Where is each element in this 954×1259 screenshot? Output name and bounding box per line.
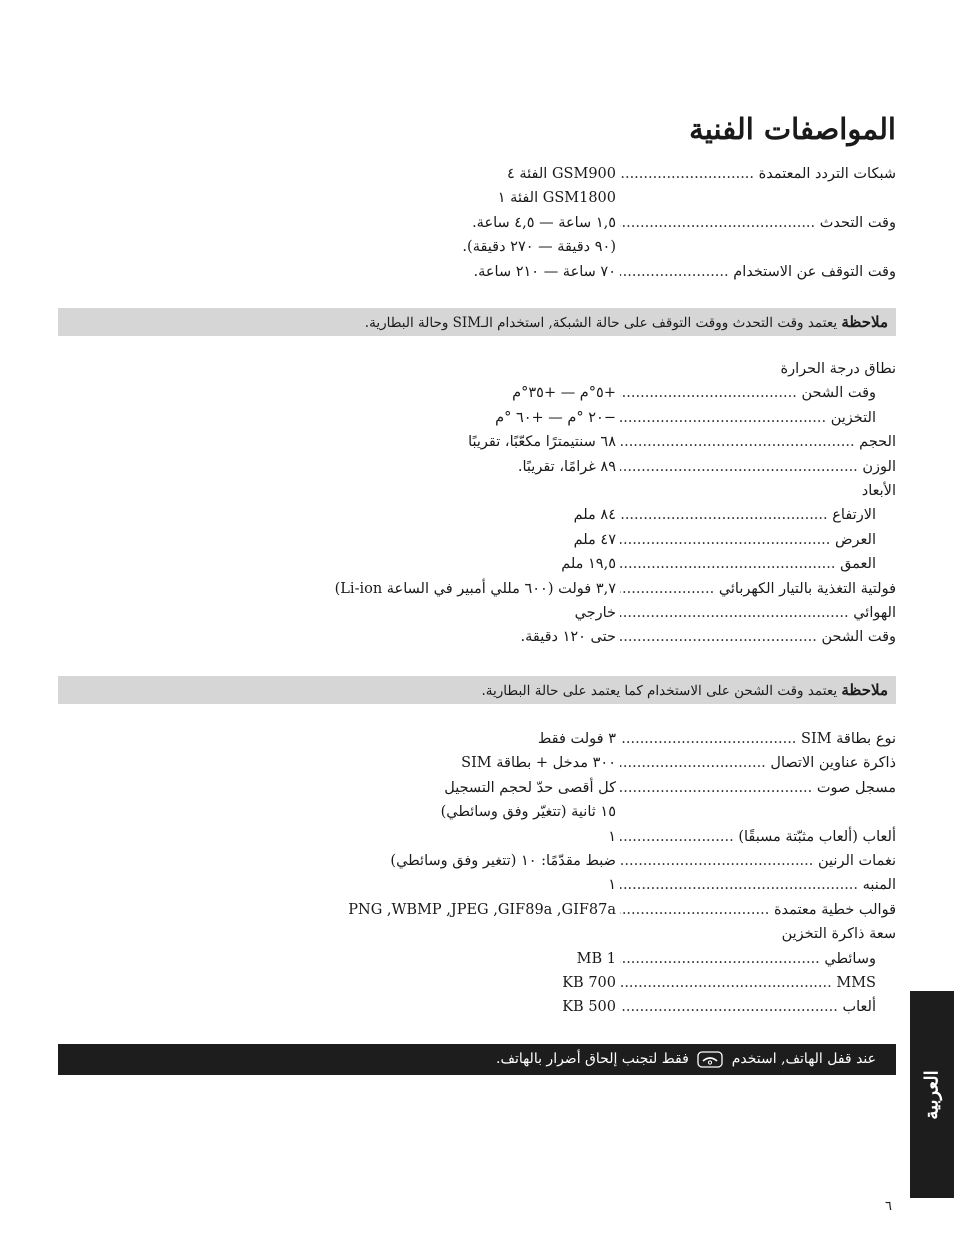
spec-row	[56, 186, 896, 210]
spec-label: الحجم .....	[620, 430, 896, 454]
spec-value: +٥°م — +٣٥°م	[512, 385, 616, 402]
language-tab-label: العربية	[921, 1069, 943, 1120]
spec-row	[56, 260, 896, 284]
warning-text-after: فقط لتجنب إلحاق أضرار بالهاتف.	[496, 1051, 689, 1067]
spec-row	[56, 357, 896, 381]
spec-label: المنبه .....	[620, 873, 896, 897]
spec-row	[56, 995, 896, 1019]
spec-row	[56, 381, 896, 405]
note-label: ملاحظة	[841, 681, 888, 699]
spec-row	[56, 800, 896, 824]
spec-row	[56, 971, 896, 995]
warning-text-before: عند قفل الهاتف, استخدم	[731, 1051, 876, 1067]
language-tab	[910, 991, 954, 1198]
spec-row	[56, 873, 896, 897]
page-number: ٦	[885, 1199, 892, 1214]
spec-label: الأبعاد	[861, 482, 896, 499]
spec-row	[56, 577, 896, 601]
spec-row	[56, 751, 896, 775]
spec-label: الهوائي .....	[620, 601, 896, 625]
spec-label: الارتفاع .....	[620, 503, 876, 527]
spec-label: العمق .....	[620, 552, 876, 576]
spec-row	[56, 849, 896, 873]
spec-label: وقت الشحن .....	[620, 625, 896, 649]
spec-value: ٧٠ ساعة — ٢١٠ ساعة.	[473, 263, 616, 280]
spec-row	[56, 727, 896, 751]
spec-label: شبكات التردد المعتمدة .....	[620, 162, 896, 186]
warning-banner	[58, 1044, 896, 1075]
spec-label: ألعاب (ألعاب مثبّتة مسبقًا) .....	[620, 825, 896, 849]
spec-row	[56, 825, 896, 849]
spec-value: خارجي	[574, 604, 616, 621]
spec-value: −٢٠ °م — +٦٠ °م	[495, 409, 616, 426]
spec-row	[56, 406, 896, 430]
spec-value: ٣ فولت فقط	[537, 731, 616, 747]
spec-label: مسجل صوت .....	[620, 776, 896, 800]
spec-row	[56, 552, 896, 576]
spec-row	[56, 601, 896, 625]
note-charging	[58, 676, 896, 704]
end-key-icon	[697, 1051, 723, 1068]
spec-label: وقت التحدث .....	[620, 211, 896, 235]
note-text: يعتمد وقت التحدث ووقت التوقف على حالة الشبكة, استخدام الـSIM وحالة البطارية.	[364, 315, 838, 331]
spec-value: ٨٤ ملم	[573, 507, 616, 524]
spec-label: MMS .....	[620, 971, 876, 995]
spec-row	[56, 162, 896, 186]
physical-specs	[56, 357, 896, 650]
spec-row	[56, 625, 896, 649]
spec-label: نطاق درجة الحرارة	[780, 361, 896, 377]
spec-value: PNG ,WBMP ,JPEG ,GIF89a ,GIF87a	[348, 901, 616, 918]
spec-value: ١٥ ثانية (تتغيّر وفق وسائطي)	[440, 804, 616, 821]
spec-value: ١٩,٥ ملم	[561, 556, 616, 573]
spec-label: وقت التوقف عن الاستخدام .....	[620, 260, 896, 284]
spec-value: ٤٧ ملم	[573, 531, 616, 548]
spec-label: سعة ذاكرة التخزين	[781, 926, 896, 943]
spec-label: قوالب خطية معتمدة .....	[620, 898, 896, 922]
spec-row	[56, 455, 896, 479]
spec-label: ألعاب .....	[620, 995, 876, 1019]
spec-value: ١	[608, 828, 616, 845]
spec-label: وقت الشحن .....	[620, 381, 876, 405]
spec-row	[56, 776, 896, 800]
spec-value: ٣٠٠ مدخل + بطاقة SIM	[461, 755, 616, 772]
network-talk-specs	[56, 162, 896, 284]
spec-row	[56, 528, 896, 552]
spec-value: 700 KB	[562, 974, 616, 991]
note-text: يعتمد وقت الشحن على الاستخدام كما يعتمد على حالة البطارية.	[481, 683, 838, 699]
spec-label: نوع بطاقة SIM .....	[620, 727, 896, 751]
note-talk-standby	[58, 308, 896, 336]
spec-row	[56, 235, 896, 259]
spec-value: حتى ١٢٠ دقيقة.	[520, 629, 616, 646]
spec-row	[56, 211, 896, 235]
spec-label: ذاكرة عناوين الاتصال .....	[620, 751, 896, 775]
spec-value: ١,٥ ساعة — ٤,٥ ساعة.	[472, 214, 616, 231]
spec-value: GSM1800 الفئة ١	[497, 190, 616, 207]
spec-row	[56, 898, 896, 922]
spec-label: الوزن .....	[620, 455, 896, 479]
spec-row	[56, 922, 896, 946]
memory-specs	[56, 727, 896, 1020]
spec-value: GSM900 الفئة ٤	[507, 166, 616, 182]
spec-value: ضبط مقدّمًا: ١٠ (تتغير وفق وسائطي)	[390, 852, 616, 869]
spec-row	[56, 430, 896, 454]
spec-label: وسائطي .....	[620, 947, 876, 971]
page-title: المواصفات الفنية	[689, 112, 896, 146]
spec-value: 500 KB	[562, 999, 616, 1016]
spec-label: نغمات الرنين .....	[620, 849, 896, 873]
spec-value: 1 MB	[576, 950, 616, 967]
spec-row	[56, 503, 896, 527]
spec-label: العرض .....	[620, 528, 876, 552]
spec-row	[56, 947, 896, 971]
spec-value: ٣,٧ فولت (٦٠٠ مللي أمبير في الساعة Li-ion)	[334, 580, 616, 597]
spec-value: ١	[608, 877, 616, 894]
spec-value: ٦٨ سنتيمترًا مكعّبًا، تقريبًا	[468, 434, 616, 451]
spec-row	[56, 479, 896, 503]
spec-value: كل أقصى حدّ لحجم التسجيل	[444, 779, 616, 796]
spec-label: التخزين .....	[620, 406, 876, 430]
spec-label: فولتية التغذية بالتيار الكهربائي .....	[620, 577, 896, 601]
spec-value: (٩٠ دقيقة — ٢٧٠ دقيقة).	[462, 239, 616, 256]
spec-value: ٨٩ غرامًا، تقريبًا.	[517, 458, 616, 475]
note-label: ملاحظة	[841, 313, 888, 331]
